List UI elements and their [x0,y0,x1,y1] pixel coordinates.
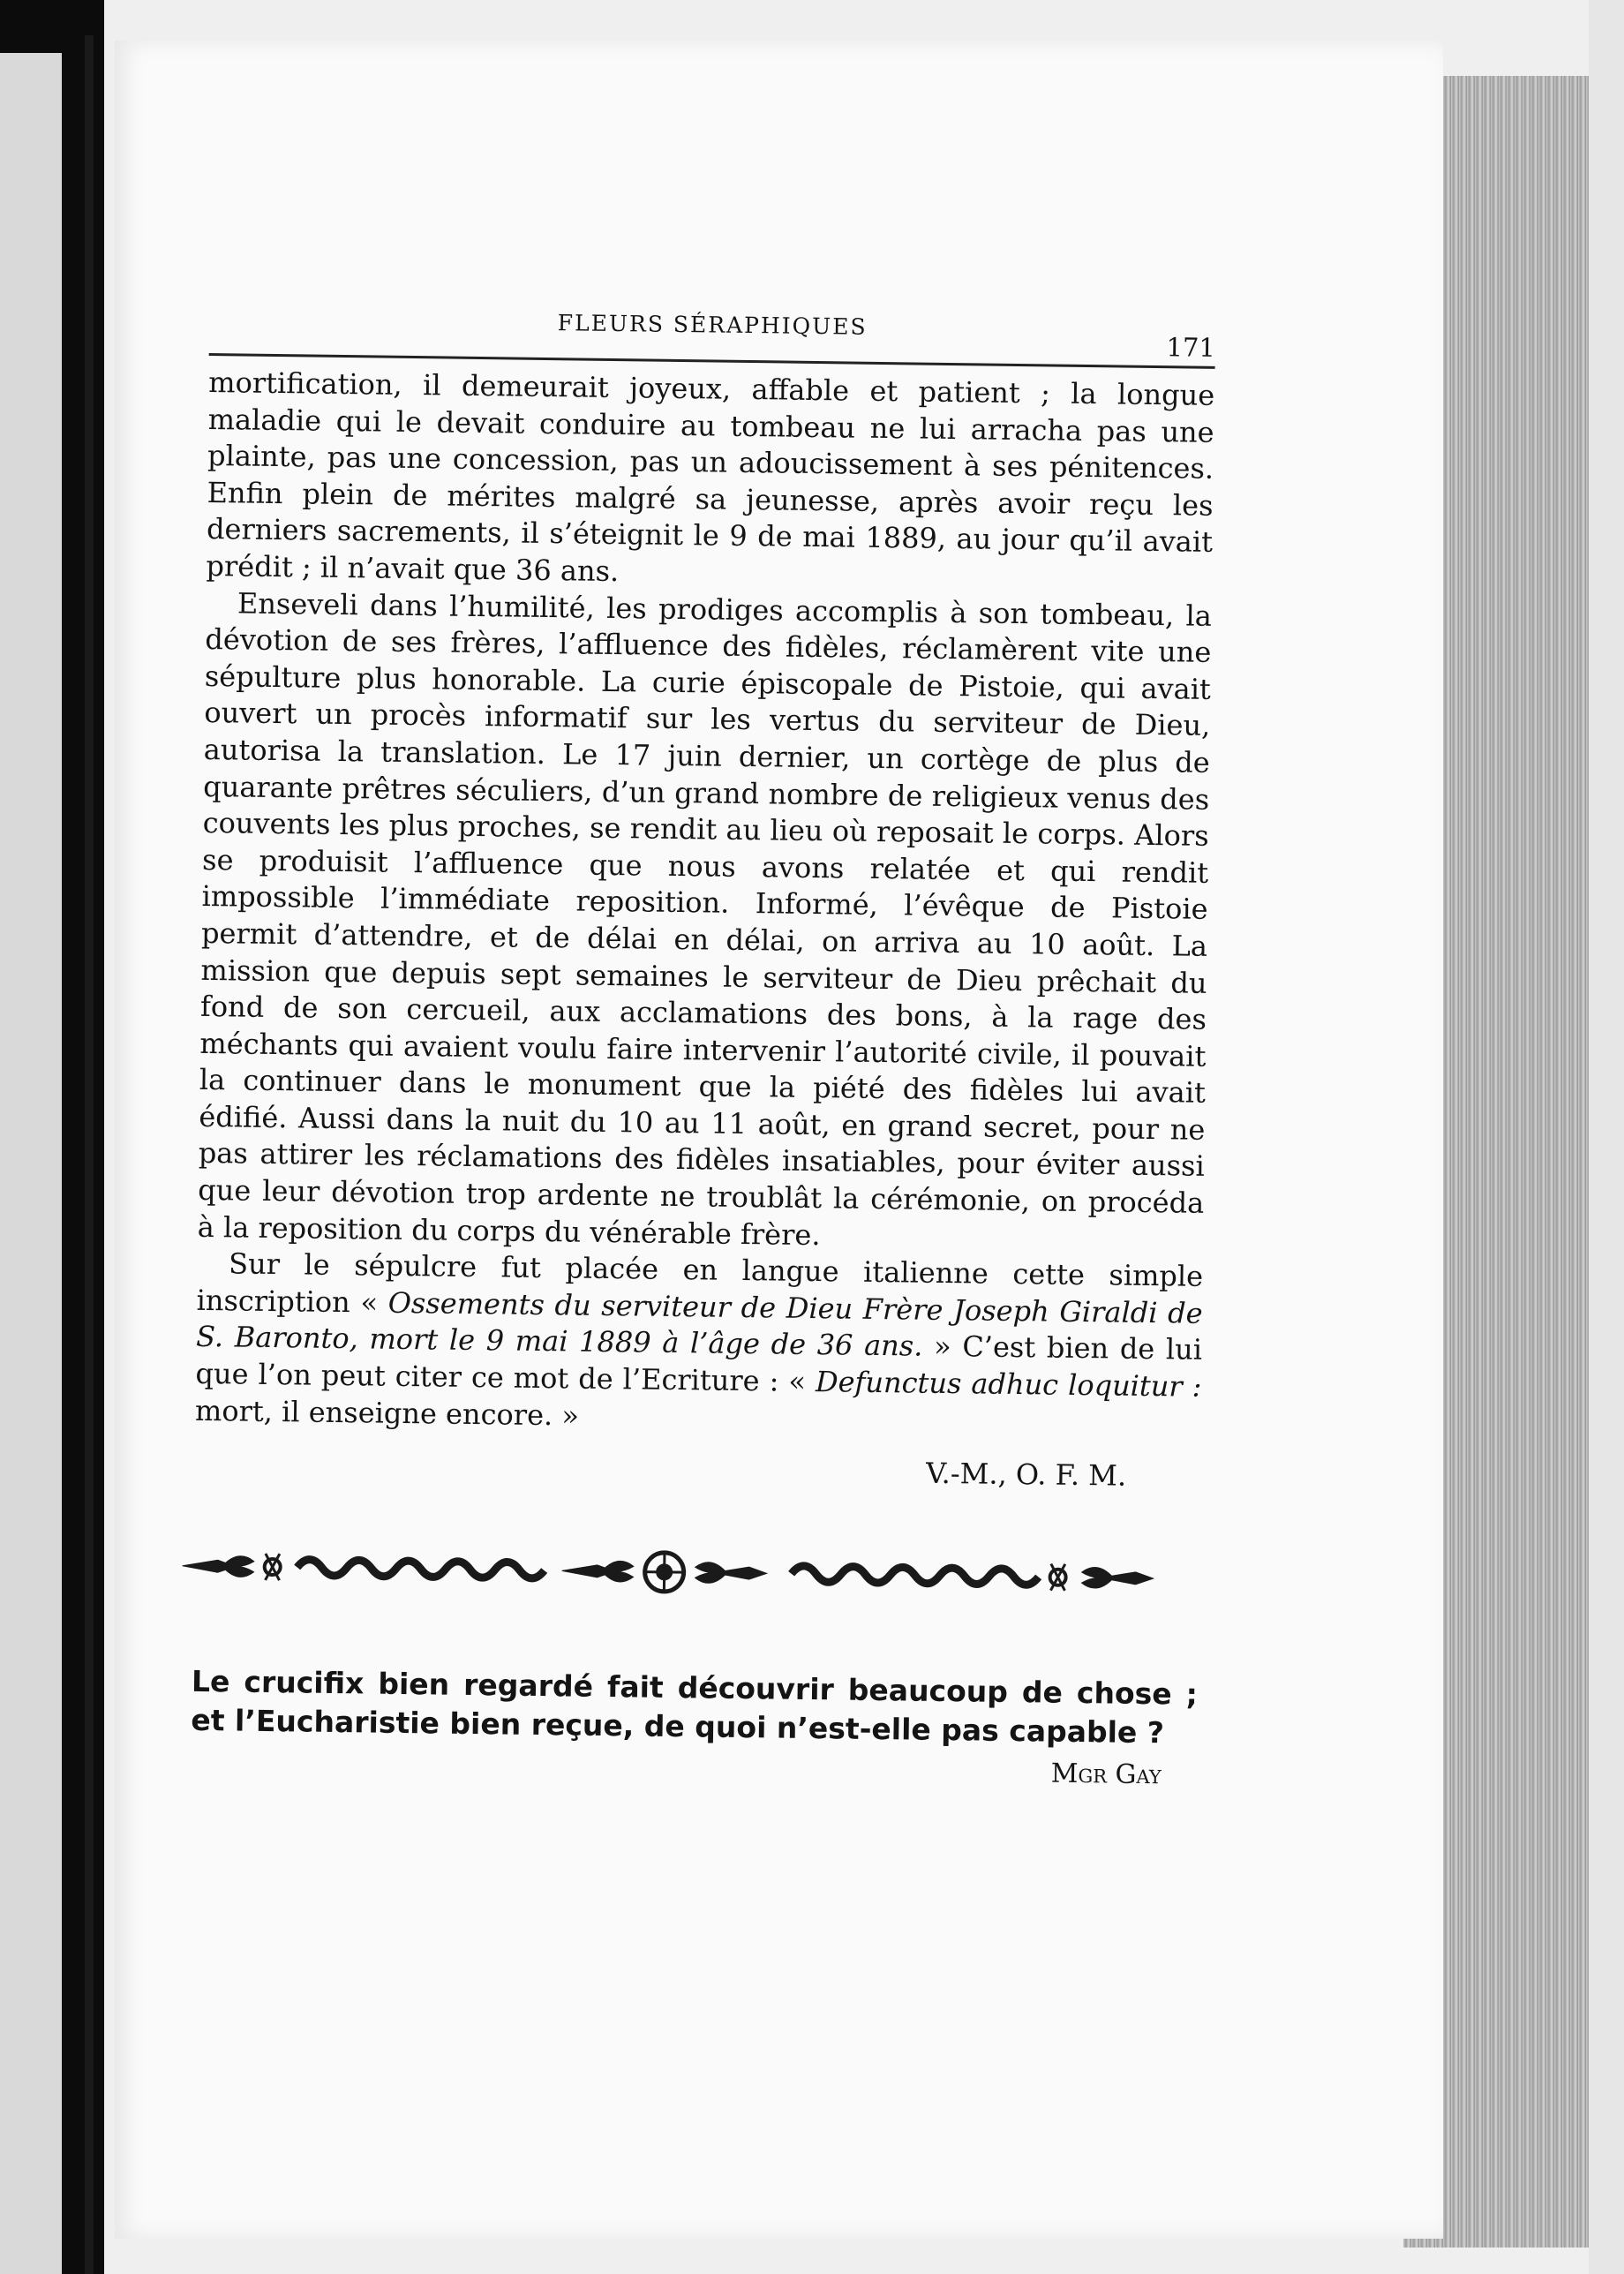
book-spine-shadow [85,35,94,2274]
quote-text: Le crucifix bien regardé fait découvrir beaucoup de chose ; et l’Eucharistie bien reçue, de quoi n’est-elle pas capable ? [191,1664,1199,1751]
paragraph-3-middle: » C’est bien de lui que l’on peut citer ce mot de l’Ecriture : « [195,1329,1203,1399]
body-text [195,365,1215,1442]
closing-quote [191,1662,1199,1791]
facing-page-edge [0,53,62,2274]
paragraph-3 [195,1246,1204,1442]
scripture-italic: Defunctus adhuc loquitur : [815,1365,1202,1404]
page-text-area [191,265,1216,1791]
paragraph-3-start: Sur le sépulcre fut placée en langue italienne cette simple inscription « [196,1246,1204,1320]
article-signature: V.-M., O. F. M. [925,1456,1127,1493]
paragraph-3-end: mort, il enseigne encore. » [194,1393,580,1433]
page-number: 171 [1166,332,1216,363]
paragraph-1: mortification, il demeurait joyeux, affable et patient ; la longue maladie qui le devait conduire au tombeau ne lui arracha pas une plainte, pas une concession, pas un adoucissement à ses pénitences. Enfin plein de mérites malgré sa jeunesse, après avoir reçu les derniers sacrements, il s’éteignit le 9 de mai 1889, au jour qu’il avait prédit ; il n’avait que 36 ans. [206,365,1215,589]
right-scan-margin [1589,0,1624,2274]
running-head-title: FLEURS SÉRAPHIQUES [557,310,868,340]
paragraph-2: Enseveli dans l’humilité, les prodiges accomplis à son tombeau, la dévotion de ses frères, l’affluence des fidèles, réclamèrent vite une sépulture plus honorable. La curie épiscopale de Pistoie, qui avait ouvert un procès informatif sur les vertus du serviteur de Dieu, autorisa la translation. Le 17 juin dernier, un cortège de plus de quarante prêtres séculiers, d’un grand nombre de religieux venus des couvents les plus proches, se rendit au lieu où reposait le corps. Alors se produisit l’affluence que nous avons relatée et qui rendit impossible l’immédiate reposition. Informé, l’évêque de Pistoie permit d’attendre, et de délai en délai, on arriva au 10 août. La mission que depuis sept semaines le serviteur de Dieu prêchait du fond de son cercueil, aux acclamations des bons, à la rage des méchants qui avaient voulu faire intervenir l’autorité civile, il pouvait la continuer dans le monument que la piété des fidèles lui avait édifié. Aussi dans la nuit du 10 au 11 août, en grand secret, pour ne pas attirer les réclamations des fidèles insatiables, pour éviter aussi que leur dévotion trop ardente ne troublât la cérémonie, on procéda à la reposition du corps du vénérable frère. [197,586,1213,1252]
running-head [209,265,1216,369]
decorative-ornament-divider [173,1535,1199,1614]
quote-author: Mgr Gay [1050,1758,1162,1791]
inscription-italic: Ossements du serviteur de Dieu Frère Joseph Giraldi de S. Baronto, mort le 9 mai 1889 à l’âge de 36 ans. [195,1285,1203,1364]
